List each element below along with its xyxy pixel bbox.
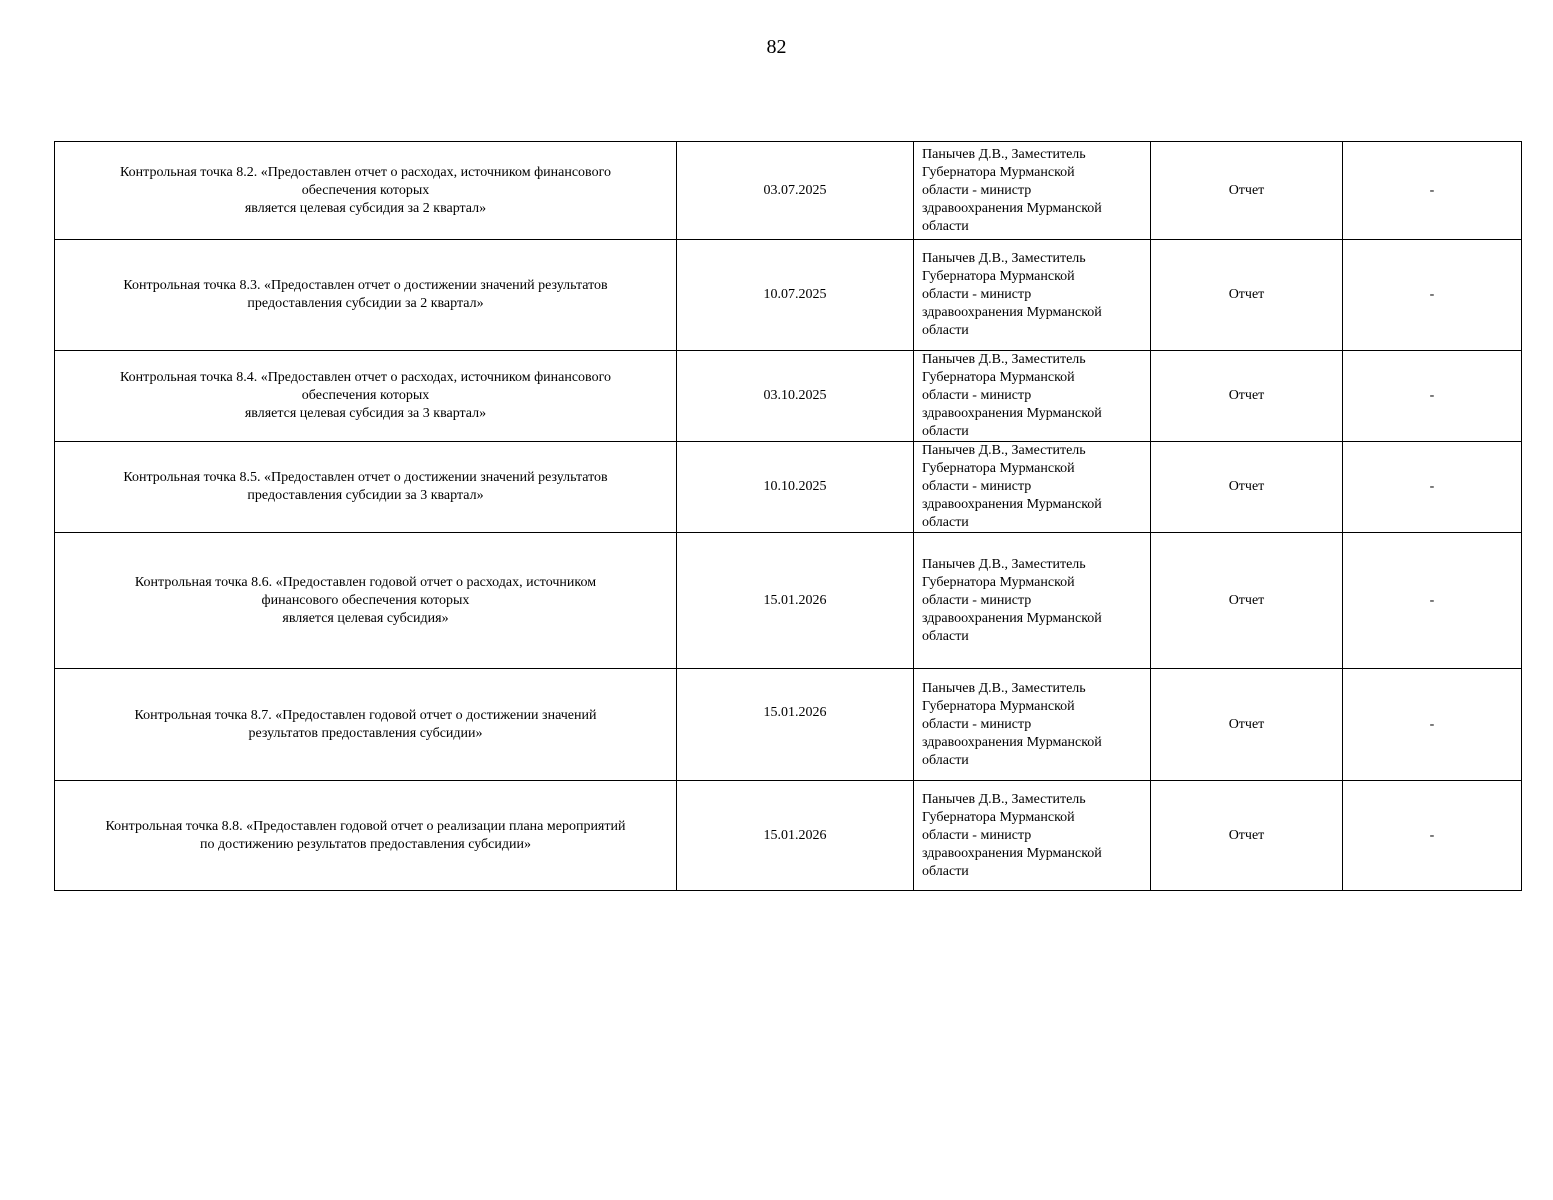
note-cell — [1343, 142, 1522, 240]
control-point-title: Контрольная точка 8.6. «Предоставлен годовой отчет о расходах, источником финансового обеспечения которых является целевая субсидия» — [134, 574, 597, 626]
document-type: Отчет — [1228, 592, 1265, 608]
note-value: - — [1429, 287, 1435, 302]
note-value: - — [1429, 182, 1435, 198]
control-point-title: Контрольная точка 8.4. «Предоставлен отчет о расходах, источником финансового обеспечения которых является целевая субсидия за 3 квартал» — [120, 370, 611, 421]
control-point-title: Контрольная точка 8.8. «Предоставлен годовой отчет о реализации плана мероприятий по достижению результатов предоставления субсидии» — [105, 818, 626, 852]
deadline-cell — [677, 533, 914, 669]
deadline-cell — [677, 669, 914, 781]
control-point-title-cell — [55, 669, 677, 781]
document-type: Отчет — [1228, 716, 1265, 732]
deadline-date: 10.07.2025 — [763, 287, 827, 302]
control-point-title-cell — [55, 240, 677, 351]
note-cell — [1343, 240, 1522, 351]
note-value: - — [1429, 716, 1435, 732]
document-type-cell — [1151, 533, 1343, 669]
deadline-cell — [677, 781, 914, 891]
responsible-cell — [914, 533, 1151, 669]
control-point-title: Контрольная точка 8.3. «Предоставлен отчет о достижении значений результатов предоставления субсидии за 2 квартал» — [123, 278, 608, 311]
deadline-cell — [677, 240, 914, 351]
document-type: Отчет — [1228, 827, 1265, 843]
document-type-cell — [1151, 669, 1343, 781]
document-type: Отчет — [1228, 287, 1265, 302]
control-point-title: Контрольная точка 8.7. «Предоставлен годовой отчет о достижении значений результатов предоставления субсидии» — [134, 707, 597, 741]
table-row — [55, 781, 1522, 891]
document-type-cell — [1151, 240, 1343, 351]
responsible-person: Панычев Д.В., Заместитель Губернатора Мурманской области - министр здравоохранения Мурманской области — [922, 352, 1102, 439]
document-type-cell — [1151, 442, 1343, 533]
deadline-date: 10.10.2025 — [763, 479, 827, 494]
deadline-cell — [677, 442, 914, 533]
table-row — [55, 240, 1522, 351]
responsible-cell — [914, 442, 1151, 533]
document-type: Отчет — [1228, 388, 1265, 403]
deadline-cell — [677, 351, 914, 442]
deadline-cell — [677, 142, 914, 240]
control-point-title: Контрольная точка 8.5. «Предоставлен отчет о достижении значений результатов предоставления субсидии за 3 квартал» — [123, 470, 608, 503]
document-type-cell — [1151, 351, 1343, 442]
deadline-date: 15.01.2026 — [763, 827, 827, 843]
note-cell — [1343, 442, 1522, 533]
deadline-date: 03.07.2025 — [763, 182, 827, 198]
table-row — [55, 142, 1522, 240]
responsible-cell — [914, 781, 1151, 891]
note-cell — [1343, 533, 1522, 669]
responsible-person: Панычев Д.В., Заместитель Губернатора Мурманской области - министр здравоохранения Мурманской области — [922, 146, 1102, 234]
document-type-cell — [1151, 781, 1343, 891]
document-type: Отчет — [1228, 182, 1265, 198]
table-row — [55, 533, 1522, 669]
table-row — [55, 442, 1522, 533]
responsible-person: Панычев Д.В., Заместитель Губернатора Мурманской области - министр здравоохранения Мурманской области — [922, 680, 1102, 768]
table-row — [55, 669, 1522, 781]
note-value: - — [1429, 592, 1435, 608]
responsible-cell — [914, 240, 1151, 351]
deadline-date: 15.01.2026 — [763, 704, 827, 720]
responsible-person: Панычев Д.В., Заместитель Губернатора Мурманской области - министр здравоохранения Мурманской области — [922, 791, 1102, 879]
responsible-person: Панычев Д.В., Заместитель Губернатора Мурманской области - министр здравоохранения Мурманской области — [922, 443, 1102, 530]
note-cell — [1343, 781, 1522, 891]
note-value: - — [1429, 827, 1435, 843]
control-point-title-cell — [55, 351, 677, 442]
table-row — [55, 351, 1522, 442]
document-type: Отчет — [1228, 479, 1265, 494]
responsible-cell — [914, 351, 1151, 442]
control-points-table — [54, 141, 1522, 891]
control-point-title: Контрольная точка 8.2. «Предоставлен отчет о расходах, источником финансового обеспечения которых является целевая субсидия за 2 квартал» — [120, 164, 611, 216]
note-cell — [1343, 351, 1522, 442]
note-value: - — [1429, 479, 1435, 494]
responsible-person: Панычев Д.В., Заместитель Губернатора Мурманской области - министр здравоохранения Мурманской области — [922, 251, 1102, 338]
note-value: - — [1429, 388, 1435, 403]
deadline-date: 15.01.2026 — [763, 592, 827, 608]
deadline-date: 03.10.2025 — [763, 388, 827, 403]
control-point-title-cell — [55, 533, 677, 669]
responsible-person: Панычев Д.В., Заместитель Губернатора Мурманской области - министр здравоохранения Мурманской области — [922, 556, 1102, 644]
note-cell — [1343, 669, 1522, 781]
control-point-title-cell — [55, 442, 677, 533]
document-type-cell — [1151, 142, 1343, 240]
responsible-cell — [914, 669, 1151, 781]
control-point-title-cell — [55, 142, 677, 240]
control-point-title-cell — [55, 781, 677, 891]
responsible-cell — [914, 142, 1151, 240]
page-number: 82 — [766, 36, 787, 58]
